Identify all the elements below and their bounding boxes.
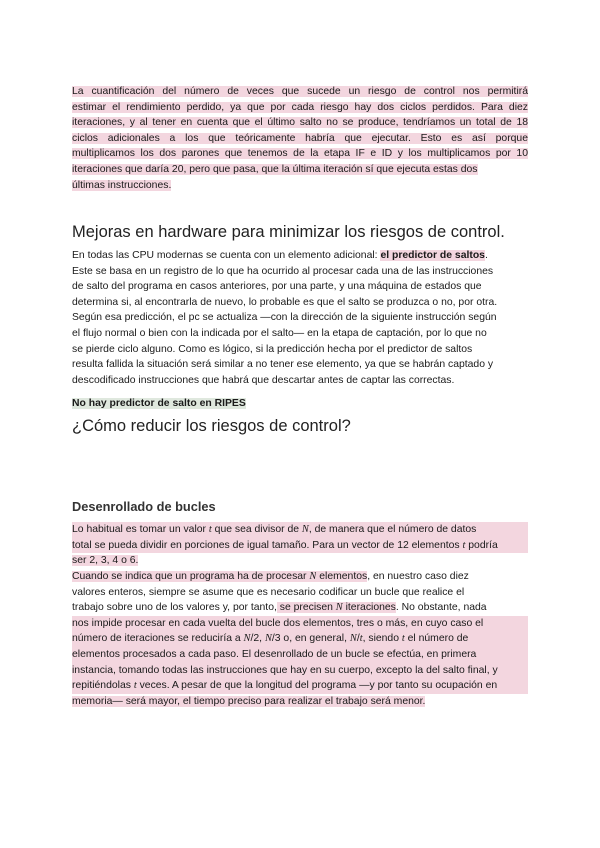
text-line: descodificado instrucciones que habrá que descartar antes de captar las correctas. (72, 374, 455, 386)
heading-hardware-improvements: Mejoras en hardware para minimizar los riesgos de control. (72, 223, 505, 241)
text-line: Cuando se indica que un programa ha de procesar N elementos, en nuestro caso diez (72, 571, 469, 582)
text-line: total se pueda dividir en porciones de igual tamaño. Para un vector de 12 elementos t podría (72, 538, 528, 554)
note-ripes (72, 396, 246, 412)
text-line: ser 2, 3, 4 o 6. (72, 555, 139, 567)
text-line: número de iteraciones se reduciría a N/2, N/3 o, en general, N/t, siendo t el número de (72, 631, 528, 647)
text-segment: . (484, 250, 488, 261)
text-line: últimas instrucciones. (72, 179, 172, 191)
text-line: se pierde ciclo alguno. Como es lógico, si la predicción hecha por el predictor de saltos (72, 343, 473, 355)
text-line: elementos procesados a cada paso. El desenrollado de un bucle se efectúa, en primera (72, 647, 528, 663)
text-line: de salto del programa en casos anteriores, por una parte, y una máquina de estados que (72, 281, 482, 293)
text-segment: En todas las CPU modernas se cuenta con un elemento adicional: (72, 250, 381, 261)
text-line: La cuantificación del número de veces que sucede un riesgo de control nos permitirá (72, 86, 528, 97)
text-line: trabajo sobre uno de los valores y, por tanto, se precisen N iteraciones. No obstante, nada (72, 602, 487, 614)
text-line: memoria— será mayor, el tiempo preciso para realizar el trabajo será menor. (72, 695, 426, 707)
text-line: ciclos adicionales a los que teóricamente habría que ejecutar. Esto es así porque (72, 132, 528, 144)
text-line: valores enteros, siempre se asume que es necesario codificar un bucle que realice el (72, 586, 465, 598)
text-line: multiplicamos los dos parones que tenemos de la etapa IF e ID y los multiplicamos por 10 (72, 148, 528, 160)
text-line: instancia, tomando todas las instrucciones que hay en su cuerpo, excepto la del salto final, y (72, 663, 528, 679)
text-line: repitiéndolas t veces. A pesar de que la longitud del programa —y por tanto su ocupación en (72, 678, 528, 694)
text-line: nos impide procesar en cada vuelta del bucle dos elementos, tres o más, en cuyo caso el (72, 616, 528, 632)
text-line: estimar el rendimiento perdido, ya que por cada riesgo hay dos ciclos perdidos. Para diez (72, 101, 528, 113)
note-ripes-text: No hay predictor de salto en RIPES (72, 398, 246, 409)
text-line: el flujo normal o bien con la indicada por el salto— en la etapa de captación, por lo que no (72, 327, 487, 339)
text-line: determina si, al encontrarla de nuevo, lo probable es que el salto se produzca o no, por otra. (72, 296, 498, 308)
bold-branch-predictor: el predictor de saltos (380, 250, 485, 261)
text-line: resulta fallida la situación será similar a no tener ese elemento, ya que se habrán captado y (72, 359, 494, 371)
paragraph-branch-predictor (72, 248, 528, 388)
paragraph-unrolling-explanation (72, 569, 528, 709)
text-line: Lo habitual es tomar un valor t que sea divisor de N, de manera que el número de datos (72, 522, 528, 538)
paragraph-control-risk-quantification (72, 84, 528, 193)
paragraph-divisor (72, 522, 528, 569)
heading-loop-unrolling: Desenrollado de bucles (72, 499, 216, 514)
text-line: Según esa predicción, el pc se actualiza —con la dirección de la siguiente instrucción según (72, 312, 497, 324)
text-line: iteraciones que daría 20, pero que pasa, que la última iteración sí que ejecuta estas dos (72, 163, 478, 175)
text-line: Este se basa en un registro de lo que ha ocurrido al procesar cada una de las instrucciones (72, 265, 494, 277)
text-line: iteraciones, y al tener en cuenta que el último salto no se produce, tendríamos un total de 18 (72, 117, 528, 129)
heading-reduce-control-risks: ¿Cómo reducir los riesgos de control? (72, 417, 351, 435)
